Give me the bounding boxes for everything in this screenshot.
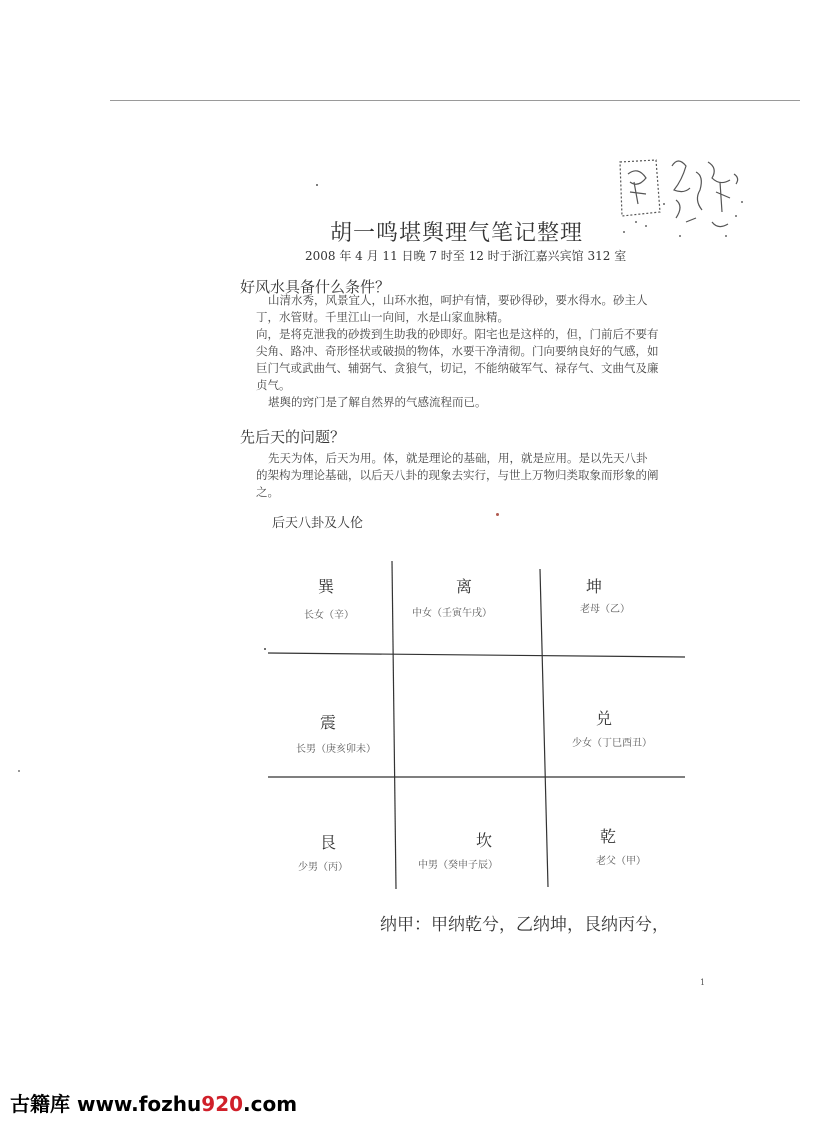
scan-speck xyxy=(316,184,318,186)
trigram-kan: 坎 xyxy=(476,831,493,850)
grid-title: 后天八卦及人伦 xyxy=(272,516,364,531)
section1-line: 贞气。 xyxy=(256,378,291,392)
section1-heading: 好风水具备什么条件？ xyxy=(240,278,391,296)
trigram-kun-desc: 老母（乙） xyxy=(580,604,630,615)
watermark-highlight: 920 xyxy=(201,1092,244,1116)
top-rule xyxy=(110,100,800,101)
document-subtitle: 2008 年 4 月 11 日晚 7 时至 12 时于浙江嘉兴宾馆 312 室 xyxy=(305,249,627,263)
document-title: 胡一鸣堪舆理气笔记整理 xyxy=(330,221,584,246)
section2-line: 的架构为理论基础，以后天八卦的现象去实行，与世上万物归类取象而形象的阐 xyxy=(256,468,659,482)
section2-body xyxy=(256,450,696,501)
trigram-gen: 艮 xyxy=(320,833,337,852)
trigram-li-desc: 中女（壬寅午戌） xyxy=(412,608,492,619)
trigram-kun: 坤 xyxy=(586,577,603,596)
trigram-qian-desc: 老父（甲） xyxy=(596,856,646,867)
trigram-xun-desc: 长女（辛） xyxy=(304,610,354,621)
section2-heading: 先后天的问题？ xyxy=(240,428,346,446)
trigram-kan-desc: 中男（癸申子辰） xyxy=(418,860,498,871)
section1-line: 向，是将克泄我的砂拨到生助我的砂即好。阳宅也是这样的，但，门前后不要有 xyxy=(256,327,659,341)
section1-line: 巨门气或武曲气、辅弼气、贪狼气，切记，不能纳破军气、禄存气、文曲气及廉 xyxy=(256,361,659,375)
section1-line: 丁，水管财。千里江山一向间，水是山家血脉精。 xyxy=(256,310,509,324)
section2-line: 先天为体，后天为用。体，就是理论的基础，用，就是应用。是以先天八卦 xyxy=(268,451,648,465)
section1-body xyxy=(256,292,696,411)
trigram-gen-desc: 少男（丙） xyxy=(298,862,348,873)
section1-line: 山清水秀，风景宜人，山环水抱，呵护有情，要砂得砂，要水得水。砂主人 xyxy=(268,293,648,307)
trigram-zhen-desc: 长男（庚亥卯未） xyxy=(296,744,376,755)
trigram-dui-desc: 少女（丁巳酉丑） xyxy=(572,738,652,749)
site-watermark xyxy=(10,1088,297,1117)
section2-line: 之。 xyxy=(256,485,279,499)
section1-line: 尖角、路冲、奇形怪状或破损的物体，水要干净清彻。门向要纳良好的气感，如 xyxy=(256,344,659,358)
watermark-suffix: .com xyxy=(243,1092,298,1116)
trigram-xun: 巽 xyxy=(318,577,335,596)
trigram-li: 离 xyxy=(456,577,473,596)
najia-text: 纳甲：甲纳乾兮，乙纳坤，艮纳丙兮， xyxy=(380,915,669,935)
section1-line: 堪舆的窍门是了解自然界的气感流程而已。 xyxy=(268,395,487,409)
trigram-zhen: 震 xyxy=(320,713,337,732)
trigram-dui: 兑 xyxy=(596,709,613,728)
page-number: 1 xyxy=(700,978,706,987)
scan-speck xyxy=(18,770,20,772)
scan-speck xyxy=(264,648,266,650)
trigram-qian: 乾 xyxy=(600,827,617,846)
watermark-prefix: 古籍库 www.fozhu xyxy=(10,1092,202,1116)
scan-speck xyxy=(496,513,499,516)
ink-stamp xyxy=(616,152,752,248)
